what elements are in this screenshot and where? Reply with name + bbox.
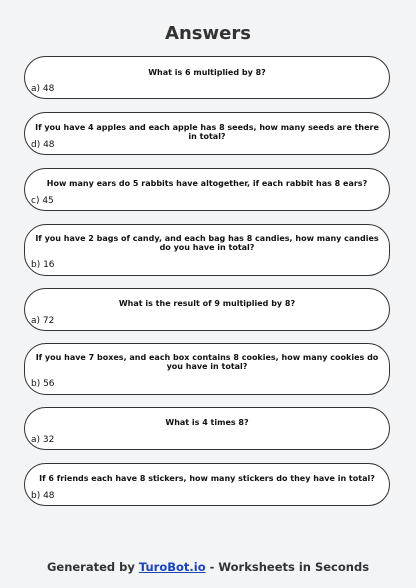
answer-text: d) 48 bbox=[31, 140, 55, 150]
question-text: If you have 2 bags of candy, and each bag has 8 candies, how many candies do you have in total? bbox=[35, 234, 379, 252]
page-title: Answers bbox=[165, 23, 251, 44]
answer-text: a) 32 bbox=[31, 435, 55, 445]
question-text: If you have 4 apples and each apple has 8 seeds, how many seeds are there in total? bbox=[35, 123, 379, 141]
answer-card-7 bbox=[24, 407, 390, 450]
answer-text: c) 45 bbox=[31, 196, 54, 206]
answer-text: b) 16 bbox=[31, 260, 55, 270]
footer-suffix: - Worksheets in Seconds bbox=[205, 560, 370, 574]
answer-card-6 bbox=[24, 343, 390, 395]
question-text: How many ears do 5 rabbits have altogether, if each rabbit has 8 ears? bbox=[46, 179, 368, 188]
question-text: What is 6 multiplied by 8? bbox=[148, 68, 266, 77]
answer-text: b) 48 bbox=[31, 491, 55, 501]
question-text: If you have 7 boxes, and each box contains 8 cookies, how many cookies do you have in total? bbox=[35, 353, 379, 371]
answer-text: a) 72 bbox=[31, 316, 55, 326]
question-text: If 6 friends each have 8 stickers, how many stickers do they have in total? bbox=[39, 474, 375, 483]
answer-text: a) 48 bbox=[31, 84, 55, 94]
answer-card-1 bbox=[24, 56, 390, 99]
answer-card-8 bbox=[24, 463, 390, 506]
footer-prefix: Generated by bbox=[46, 560, 139, 574]
answer-text: b) 56 bbox=[31, 379, 55, 389]
answer-card-4 bbox=[24, 224, 390, 276]
question-text: What is the result of 9 multiplied by 8? bbox=[118, 299, 296, 308]
turobot-link[interactable]: TuroBot.io bbox=[138, 560, 206, 574]
answer-card-2 bbox=[24, 112, 390, 155]
answer-card-5 bbox=[24, 288, 390, 331]
footer bbox=[0, 560, 416, 574]
question-text: What is 4 times 8? bbox=[165, 418, 249, 427]
answer-card-3 bbox=[24, 168, 390, 211]
